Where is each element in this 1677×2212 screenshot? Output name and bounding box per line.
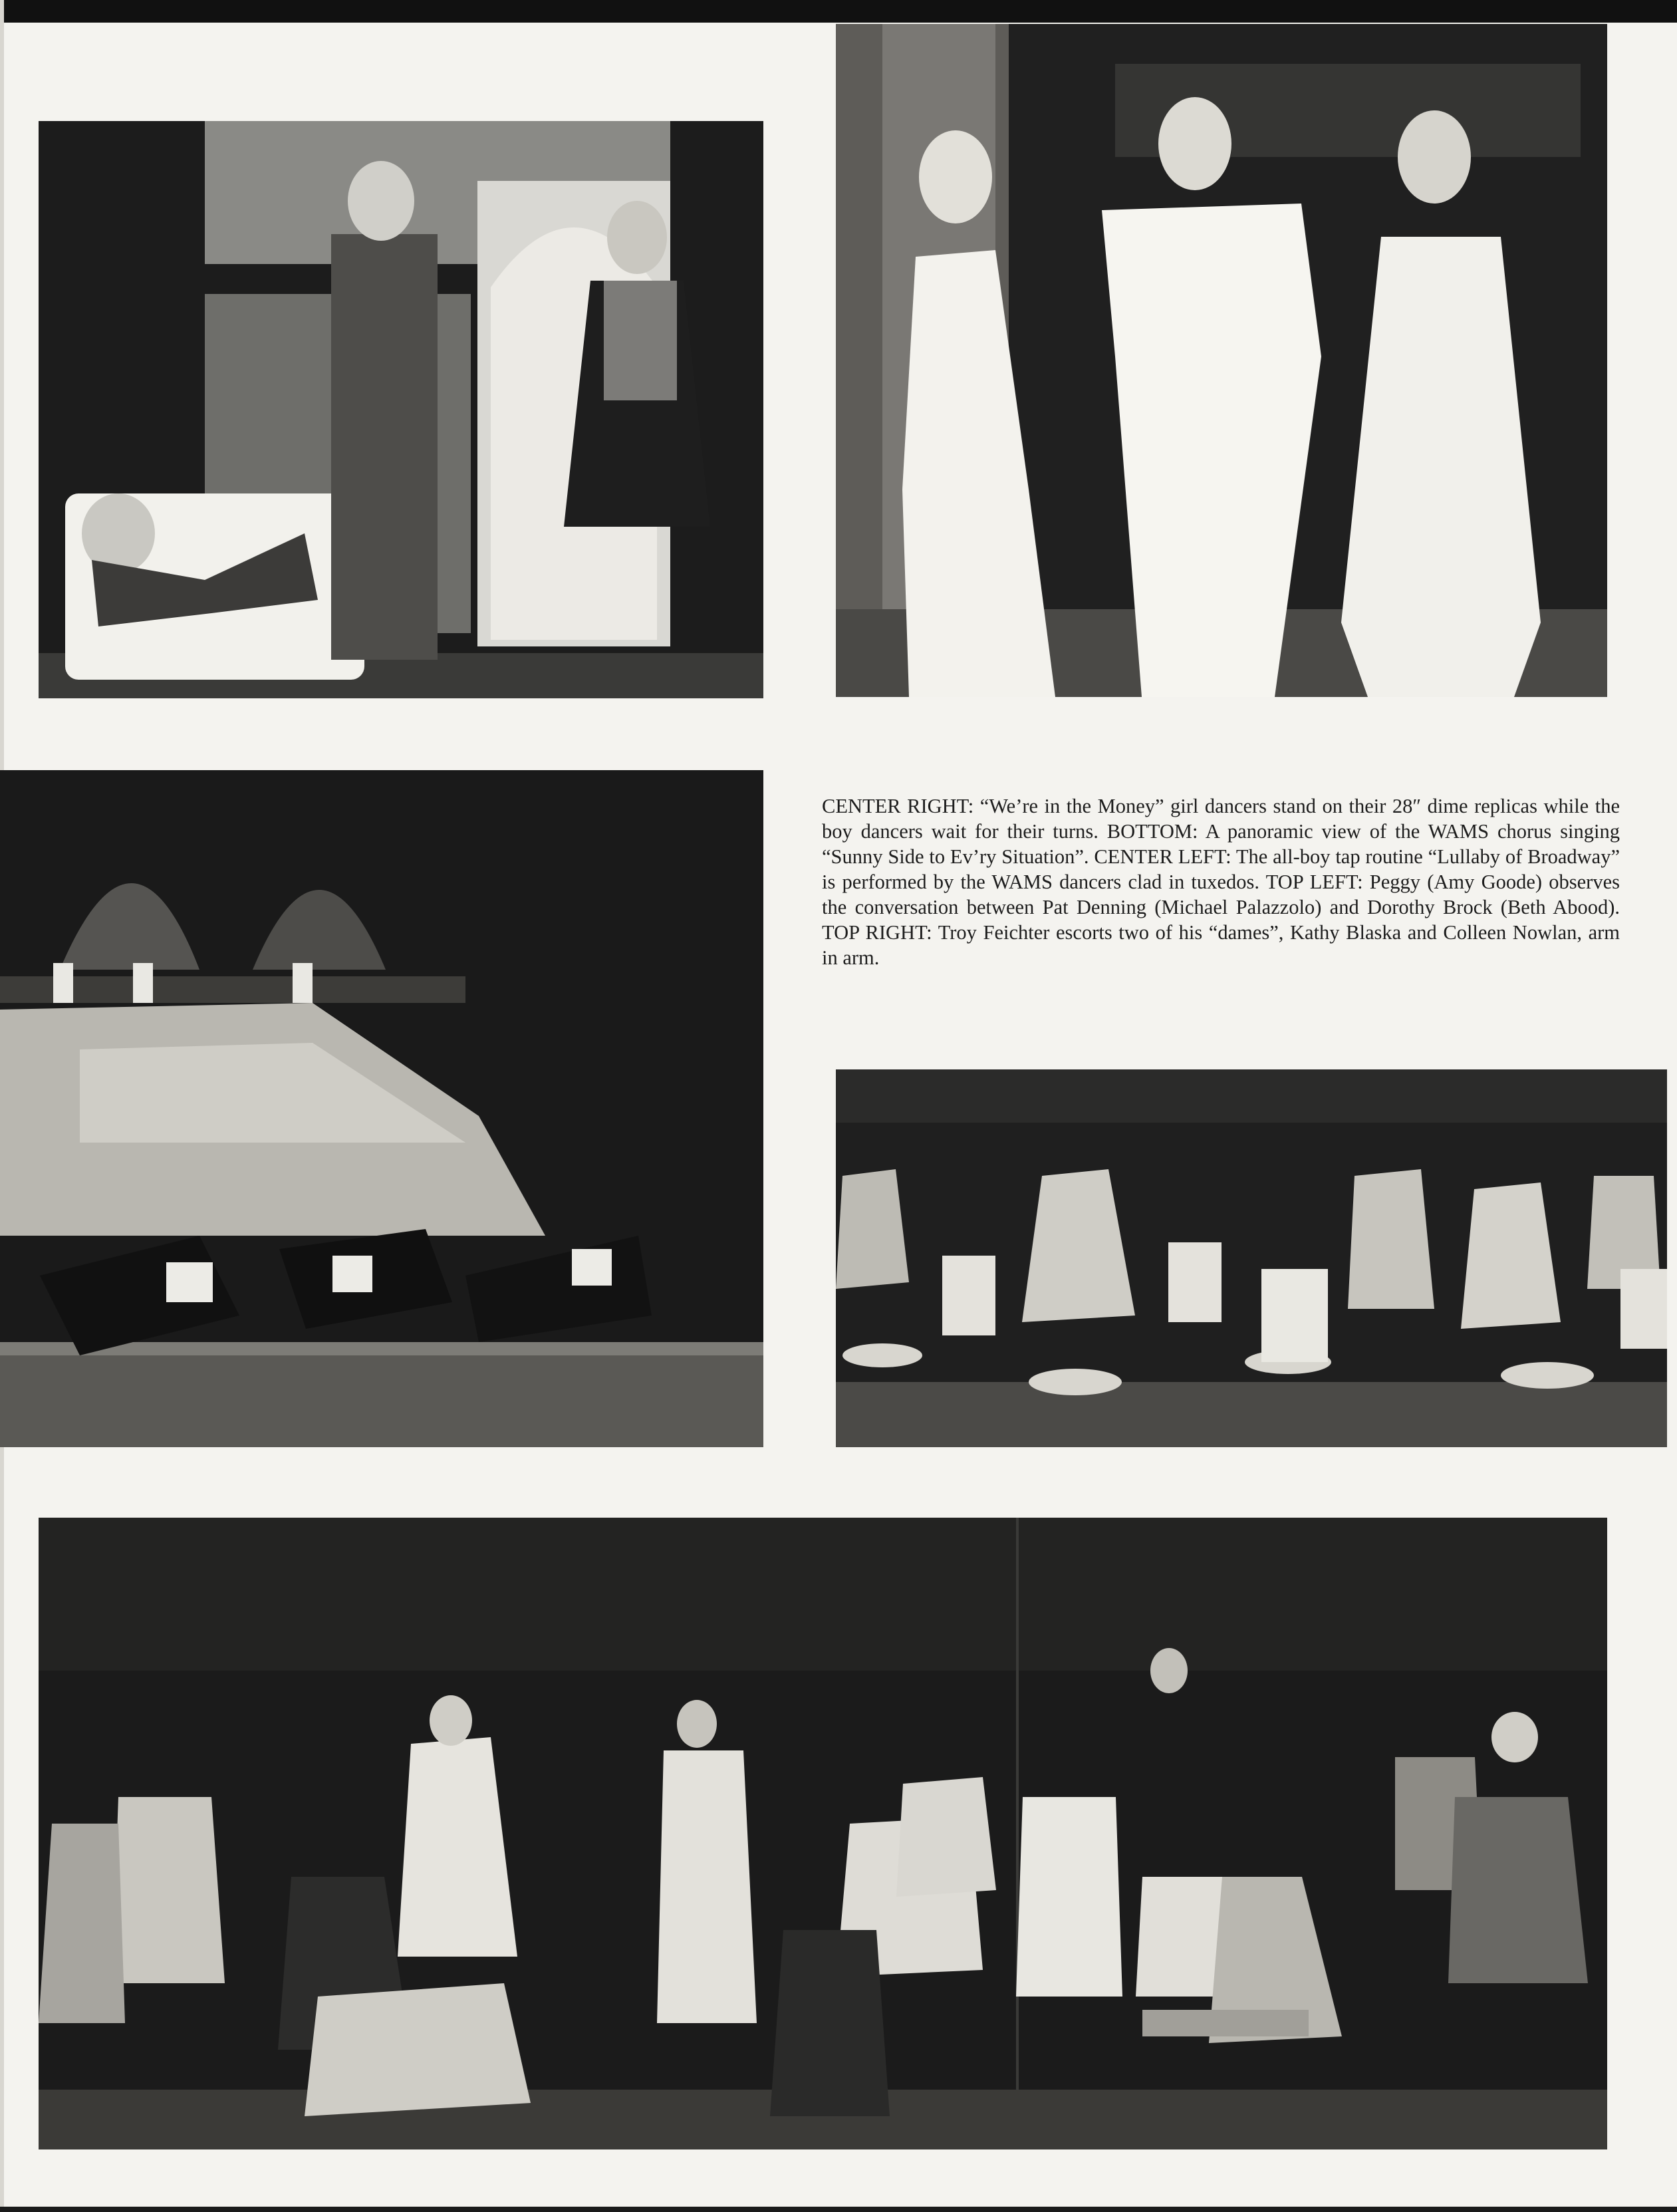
photo-top-right	[836, 24, 1607, 697]
scan-bottom-edge	[0, 2207, 1677, 2212]
photo-center-right	[836, 1069, 1667, 1447]
scan-top-edge	[0, 0, 1677, 23]
photo-top-left	[39, 121, 763, 698]
photo-bottom-panorama	[39, 1518, 1607, 2149]
photo-caption: CENTER RIGHT: “We’re in the Money” girl dancers stand on their 28″ dime replicas while the boy dancers wait for their turns. BOTTOM: A panoramic view of the WAMS chorus singing “Sunny Side to Ev’ry Situation”. CENTER LEFT: The all-boy tap routine “Lullaby of Broadway” is performed by the WAMS dancers clad in tuxedos. TOP LEFT: Peggy (Amy Goode) observes the conversation between Pat Denning (Michael Palazzolo) and Dorothy Brock (Beth Abood). TOP RIGHT: Troy Feichter escorts two of his “dames”, Kathy Blaska and Colleen Nowlan, arm in arm.	[822, 795, 1620, 969]
photo-center-left	[0, 770, 763, 1447]
